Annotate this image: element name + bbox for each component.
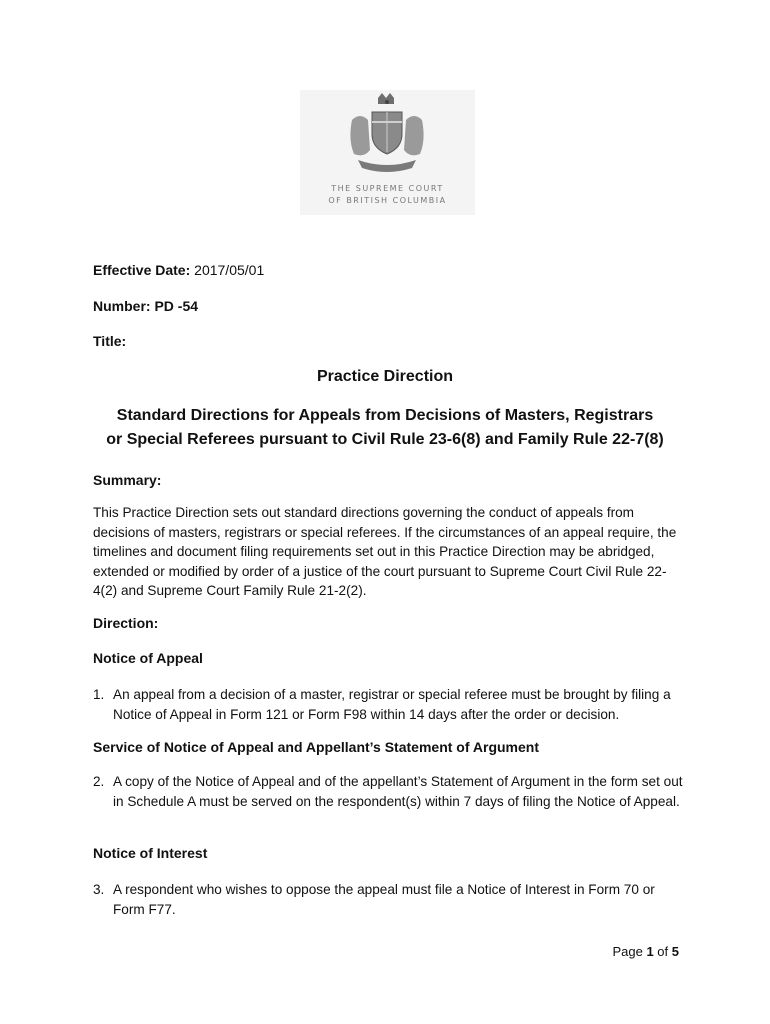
subtitle-line-1: Standard Directions for Appeals from Decisions of Masters, Registrars	[116, 407, 654, 424]
summary-heading: Summary:	[93, 472, 162, 488]
summary-paragraph: This Practice Direction sets out standard directions governing the conduct of appeals from decisions of masters, registrars or special referees. If the circumstances of an appeal require, the timelines and document filing requirements set out in this Practice Direction may be abridged, extended or modified by order of a justice of the court pursuant to Supreme Court Civil Rule 22-4(2) and Supreme Court Family Rule 21-2(2).	[93, 505, 677, 598]
court-crest-logo	[300, 90, 475, 215]
list-item-text: A copy of the Notice of Appeal and of the appellant’s Statement of Argument in the form set out in Schedule A must be served on the respondent(s) within 7 days of filing the Notice of Appeal.	[113, 774, 683, 809]
page-of: of	[657, 944, 669, 959]
page-number	[612, 944, 679, 959]
list-item-2	[93, 772, 683, 811]
effective-date-row	[93, 262, 264, 278]
number-row	[93, 298, 198, 314]
subtitle-line-2: or Special Referees pursuant to Civil Rule 23-6(8) and Family Rule 22-7(8)	[106, 431, 664, 448]
seal-text-line2: OF BRITISH COLUMBIA	[328, 196, 447, 205]
list-item-number: 2.	[93, 774, 105, 789]
list-item-1	[93, 685, 683, 724]
page-current: 1	[646, 944, 654, 959]
effective-date-value: 2017/05/01	[194, 262, 265, 278]
title-label: Title:	[93, 333, 127, 349]
effective-date-label: Effective Date:	[93, 262, 191, 278]
list-item-number: 3.	[93, 882, 105, 897]
direction-heading: Direction:	[93, 615, 159, 631]
document-subtitle	[0, 404, 770, 452]
number-value: PD -54	[154, 298, 199, 314]
page-total: 5	[671, 944, 679, 959]
section-heading-notice-of-interest: Notice of Interest	[93, 845, 208, 861]
list-item-3	[93, 880, 683, 919]
number-label: Number:	[93, 298, 151, 314]
document-title: Practice Direction	[316, 368, 454, 385]
list-item-text: A respondent who wishes to oppose the appeal must file a Notice of Interest in Form 70 or Form F77.	[113, 882, 655, 917]
title-row	[93, 333, 126, 349]
section-heading-service: Service of Notice of Appeal and Appellant’s Statement of Argument	[93, 739, 539, 755]
seal-text-line1: THE SUPREME COURT	[331, 184, 444, 193]
section-heading-notice-of-appeal: Notice of Appeal	[93, 650, 203, 666]
list-item-number: 1.	[93, 687, 105, 702]
page-label: Page	[612, 944, 643, 959]
list-item-text: An appeal from a decision of a master, registrar or special referee must be brought by filing a Notice of Appeal in Form 121 or Form F98 within 14 days after the order or decision.	[113, 687, 671, 722]
